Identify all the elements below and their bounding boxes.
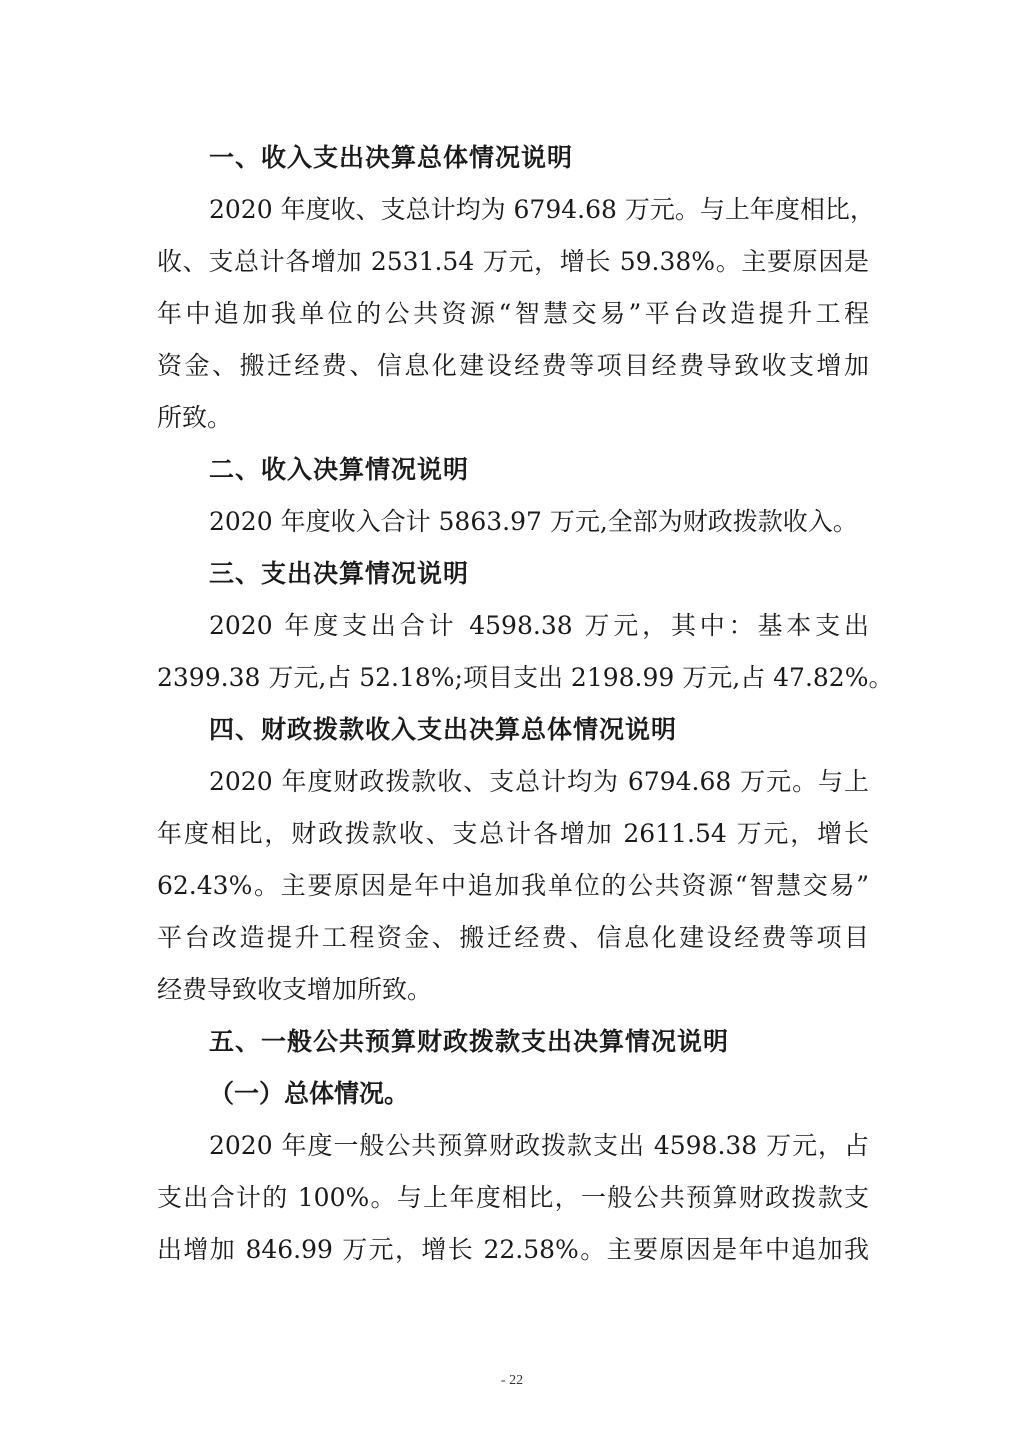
paragraph-line: 年度相比，财政拨款收、支总计各增加 2611.54 万元，增长: [157, 819, 869, 848]
paragraph-line: 资金、搬迁经费、信息化建设经费等项目经费导致收支增加: [157, 351, 869, 380]
paragraph-line: 年中追加我单位的公共资源“智慧交易”平台改造提升工程: [157, 299, 869, 328]
paragraph-line: 出增加 846.99 万元，增长 22.58%。主要原因是年中追加我: [157, 1235, 869, 1264]
paragraph-line: 支出合计的 100%。与上年度相比，一般公共预算财政拨款支: [157, 1183, 869, 1212]
page-number: - 22: [500, 1373, 524, 1388]
paragraph-line: 平台改造提升工程资金、搬迁经费、信息化建设经费等项目: [157, 923, 869, 952]
paragraph-line: 2020 年度支出合计 4598.38 万元，其中：基本支出: [209, 611, 869, 640]
section-heading-3: 三、支出决算情况说明: [209, 559, 470, 588]
paragraph-line: 2020 年度收、支总计均为 6794.68 万元。与上年度相比，: [209, 195, 875, 224]
paragraph-line: 2020 年度财政拨款收、支总计均为 6794.68 万元。与上: [209, 767, 869, 796]
paragraph-line: 2399.38 万元,占 52.18%;项目支出 2198.99 万元,占 47.82%。: [157, 663, 894, 692]
paragraph-line: 经费导致收支增加所致。: [157, 975, 433, 1004]
paragraph-line: 2020 年度一般公共预算财政拨款支出 4598.38 万元，占: [209, 1131, 869, 1160]
paragraph-line: 2020 年度收入合计 5863.97 万元,全部为财政拨款收入。: [209, 507, 858, 536]
paragraph-line: 收、支总计各增加 2531.54 万元，增长 59.38%。主要原因是: [157, 247, 869, 276]
paragraph-line: 所致。: [157, 403, 233, 432]
paragraph-line: 62.43%。主要原因是年中追加我单位的公共资源“智慧交易”: [157, 871, 869, 900]
document-body: [157, 132, 894, 1276]
section-heading-1: 一、收入支出决算总体情况说明: [209, 143, 574, 172]
section-heading-4: 四、财政拨款收入支出决算总体情况说明: [209, 715, 678, 744]
section-heading-2: 二、收入决算情况说明: [209, 455, 470, 484]
subsection-heading: （一）总体情况。: [209, 1079, 410, 1108]
section-heading-5: 五、一般公共预算财政拨款支出决算情况说明: [209, 1027, 730, 1056]
